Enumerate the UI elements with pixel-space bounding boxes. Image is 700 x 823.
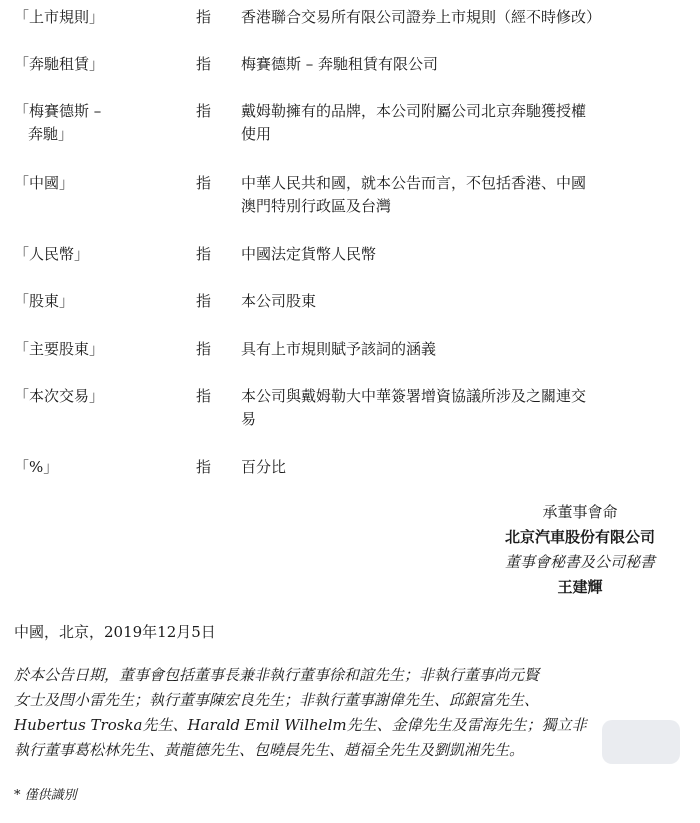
- definition-description: [241, 338, 693, 361]
- company-name: 北京汽車股份有限公司: [504, 528, 655, 546]
- means-label: 指: [196, 340, 212, 358]
- term-line: 「%」: [14, 458, 59, 476]
- definition-description: [241, 243, 693, 266]
- means-label: 指: [196, 8, 212, 26]
- dateline: 中國，北京，2019年12月5日: [14, 623, 216, 641]
- means-label: 指: [196, 55, 212, 73]
- means-label: 指: [196, 102, 212, 120]
- description-line: 百分比: [241, 458, 287, 476]
- term-line: 「主要股東」: [14, 340, 105, 358]
- definition-description: [241, 385, 693, 431]
- term-line: 奔馳」: [28, 125, 74, 143]
- description-line: 中華人民共和國，就本公告而言，不包括香港、中國: [241, 174, 587, 192]
- means-label: 指: [196, 174, 212, 192]
- term-line: 「中國」: [14, 174, 75, 192]
- definition-term: [14, 53, 184, 76]
- description-line: 中國法定貨幣人民幣: [241, 245, 377, 263]
- definition-term: [14, 456, 184, 479]
- description-line: 易: [241, 410, 257, 428]
- definition-description: [241, 172, 693, 218]
- term-line: 「本次交易」: [14, 387, 105, 405]
- board-statement-line: 女士及閆小雷先生；執行董事陳宏良先生；非執行董事謝偉先生、邱銀富先生、: [14, 691, 540, 709]
- definition-term: [14, 172, 184, 195]
- definition-term: [14, 6, 184, 29]
- description-line: 梅賽德斯 – 奔馳租賃有限公司: [241, 55, 439, 73]
- description-line: 戴姆勒擁有的品牌，本公司附屬公司北京奔馳獲授權: [241, 102, 587, 120]
- means-label: 指: [196, 245, 212, 263]
- term-line: 「股東」: [14, 292, 75, 310]
- definition-term: [14, 338, 184, 361]
- means-label: 指: [196, 387, 212, 405]
- definition-term: [14, 100, 184, 146]
- description-line: 本公司股東: [241, 292, 317, 310]
- description-line: 香港聯合交易所有限公司證券上市規則（經不時修改）: [241, 8, 602, 26]
- watermark-logo: [602, 720, 680, 764]
- description-line: 本公司與戴姆勒大中華簽署增資協議所涉及之關連交: [241, 387, 587, 405]
- term-line: 「奔馳租賃」: [14, 55, 105, 73]
- board-statement: [14, 663, 694, 763]
- definition-term: [14, 243, 184, 266]
- term-line: 「人民幣」: [14, 245, 90, 263]
- signatory-name: 王建輝: [557, 578, 603, 596]
- means-label: 指: [196, 458, 212, 476]
- definition-description: [241, 456, 693, 479]
- definition-description: [241, 100, 693, 146]
- definition-description: [241, 53, 693, 76]
- footnote: * 僅供識別: [14, 788, 77, 803]
- board-statement-line: 執行董事葛松林先生、黃龍德先生、包曉晨先生、趙福全先生及劉凱湘先生。: [14, 741, 525, 759]
- description-line: 澳門特別行政區及台灣: [241, 197, 392, 215]
- definition-description: [241, 6, 693, 29]
- signatory-role: 董事會秘書及公司秘書: [504, 553, 655, 571]
- board-statement-line: Hubertus Troska先生、Harald Emil Wilhelm先生、金偉先生及雷海先生；獨立非: [14, 716, 587, 734]
- board-statement-line: 於本公告日期，董事會包括董事長兼非執行董事徐和誼先生；非執行董事尚元賢: [14, 666, 540, 684]
- by-order-line: 承董事會命: [542, 503, 618, 521]
- term-line: 「梅賽德斯 –: [14, 102, 102, 120]
- definition-term: [14, 290, 184, 313]
- description-line: 具有上市規則賦予該詞的涵義: [241, 340, 437, 358]
- term-line: 「上市規則」: [14, 8, 105, 26]
- means-label: 指: [196, 292, 212, 310]
- description-line: 使用: [241, 125, 272, 143]
- definition-description: [241, 290, 693, 313]
- signature-block: [460, 500, 700, 600]
- definition-term: [14, 385, 184, 408]
